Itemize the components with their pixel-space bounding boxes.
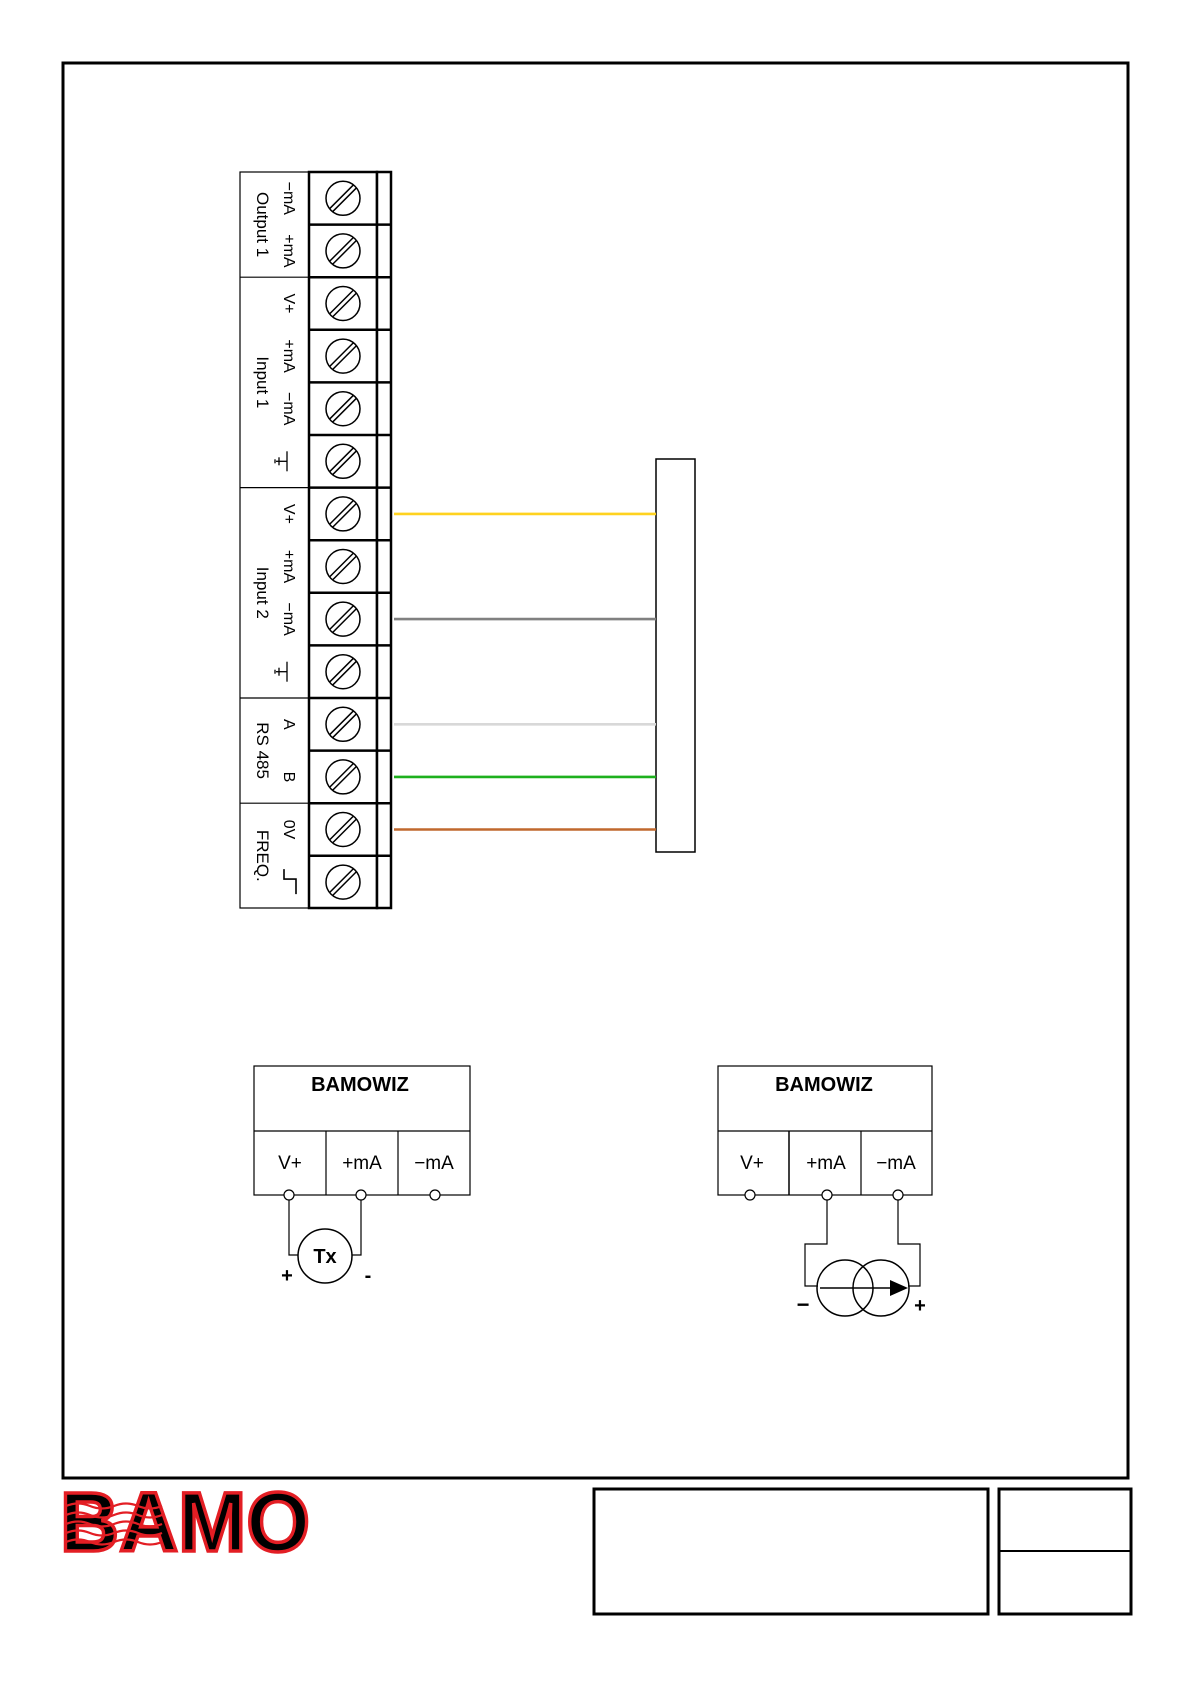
current-source-arrowhead: [890, 1280, 908, 1296]
terminal-label: +mA: [280, 339, 297, 373]
terminal-label: −mA: [280, 181, 297, 215]
current-source-plus-sign: +: [914, 1295, 926, 1317]
terminal-label: B: [280, 771, 297, 783]
transmitter-plus-sign: +: [281, 1265, 293, 1287]
device-left-terminal-vplus: V+: [278, 1153, 302, 1174]
drawing-frame: [63, 63, 1128, 1478]
terminal-screw: [326, 234, 360, 268]
terminal-node: [893, 1190, 903, 1200]
title-block-main: [594, 1489, 988, 1614]
terminal-label: V+: [280, 293, 297, 314]
terminal-node: [356, 1190, 366, 1200]
device-right-terminal-vplus: V+: [740, 1153, 764, 1174]
source-wire-plus: [898, 1195, 920, 1286]
terminal-label: 0V: [280, 819, 297, 840]
terminal-group-label: Output 1: [253, 191, 272, 258]
transmitter-minus-sign: -: [364, 1265, 372, 1287]
terminal-screw: [326, 392, 360, 426]
current-source-minus-sign: −: [796, 1292, 810, 1317]
terminal-label: −mA: [280, 392, 297, 426]
transmitter-wire-plus: [289, 1195, 300, 1255]
terminal-label: −mA: [280, 602, 297, 636]
terminal-screw: [326, 550, 360, 584]
device-right-terminal-plus-ma: +mA: [806, 1153, 846, 1174]
terminal-screw: [326, 760, 360, 794]
terminal-group-label: FREQ.: [253, 829, 272, 882]
source-wire-minus: [805, 1195, 827, 1286]
terminal-screw: [326, 655, 360, 689]
terminal-screw: [326, 707, 360, 741]
terminal-node: [430, 1190, 440, 1200]
device-left-terminal-minus-ma: −mA: [414, 1153, 454, 1174]
device-right-terminal-minus-ma: −mA: [876, 1153, 916, 1174]
terminal-node: [284, 1190, 294, 1200]
device-left: [254, 1066, 470, 1287]
device-right-title: BAMOWIZ: [775, 1074, 873, 1096]
terminal-node: [822, 1190, 832, 1200]
terminal-group-label: Input 2: [253, 566, 272, 619]
terminal-screw: [326, 602, 360, 636]
bamo-logo-text: BAMO: [60, 1475, 310, 1569]
terminal-label-panel: [240, 172, 309, 908]
terminal-screw: [326, 444, 360, 478]
terminal-group-label: Input 1: [253, 356, 272, 409]
device-left-title: BAMOWIZ: [311, 1074, 409, 1096]
bamo-logo: [60, 1475, 310, 1569]
terminal-screw: [326, 287, 360, 321]
terminal-screw: [326, 865, 360, 899]
terminal-screw: [326, 813, 360, 847]
terminal-screw: [326, 181, 360, 215]
device-right: [718, 1066, 932, 1317]
terminal-group-label: RS 485: [253, 722, 272, 779]
device-left-terminal-plus-ma: +mA: [342, 1153, 382, 1174]
transmitter-wire-minus: [350, 1195, 361, 1255]
terminal-label: A: [280, 718, 297, 730]
transmitter-label: Tx: [313, 1246, 337, 1268]
terminal-node: [745, 1190, 755, 1200]
terminal-screw: [326, 339, 360, 373]
terminal-screw: [326, 497, 360, 531]
terminal-block: [240, 172, 391, 908]
connector-bar: [656, 459, 695, 852]
terminal-label: +mA: [280, 234, 297, 268]
terminal-label: +mA: [280, 549, 297, 584]
terminal-label: V+: [280, 503, 297, 524]
